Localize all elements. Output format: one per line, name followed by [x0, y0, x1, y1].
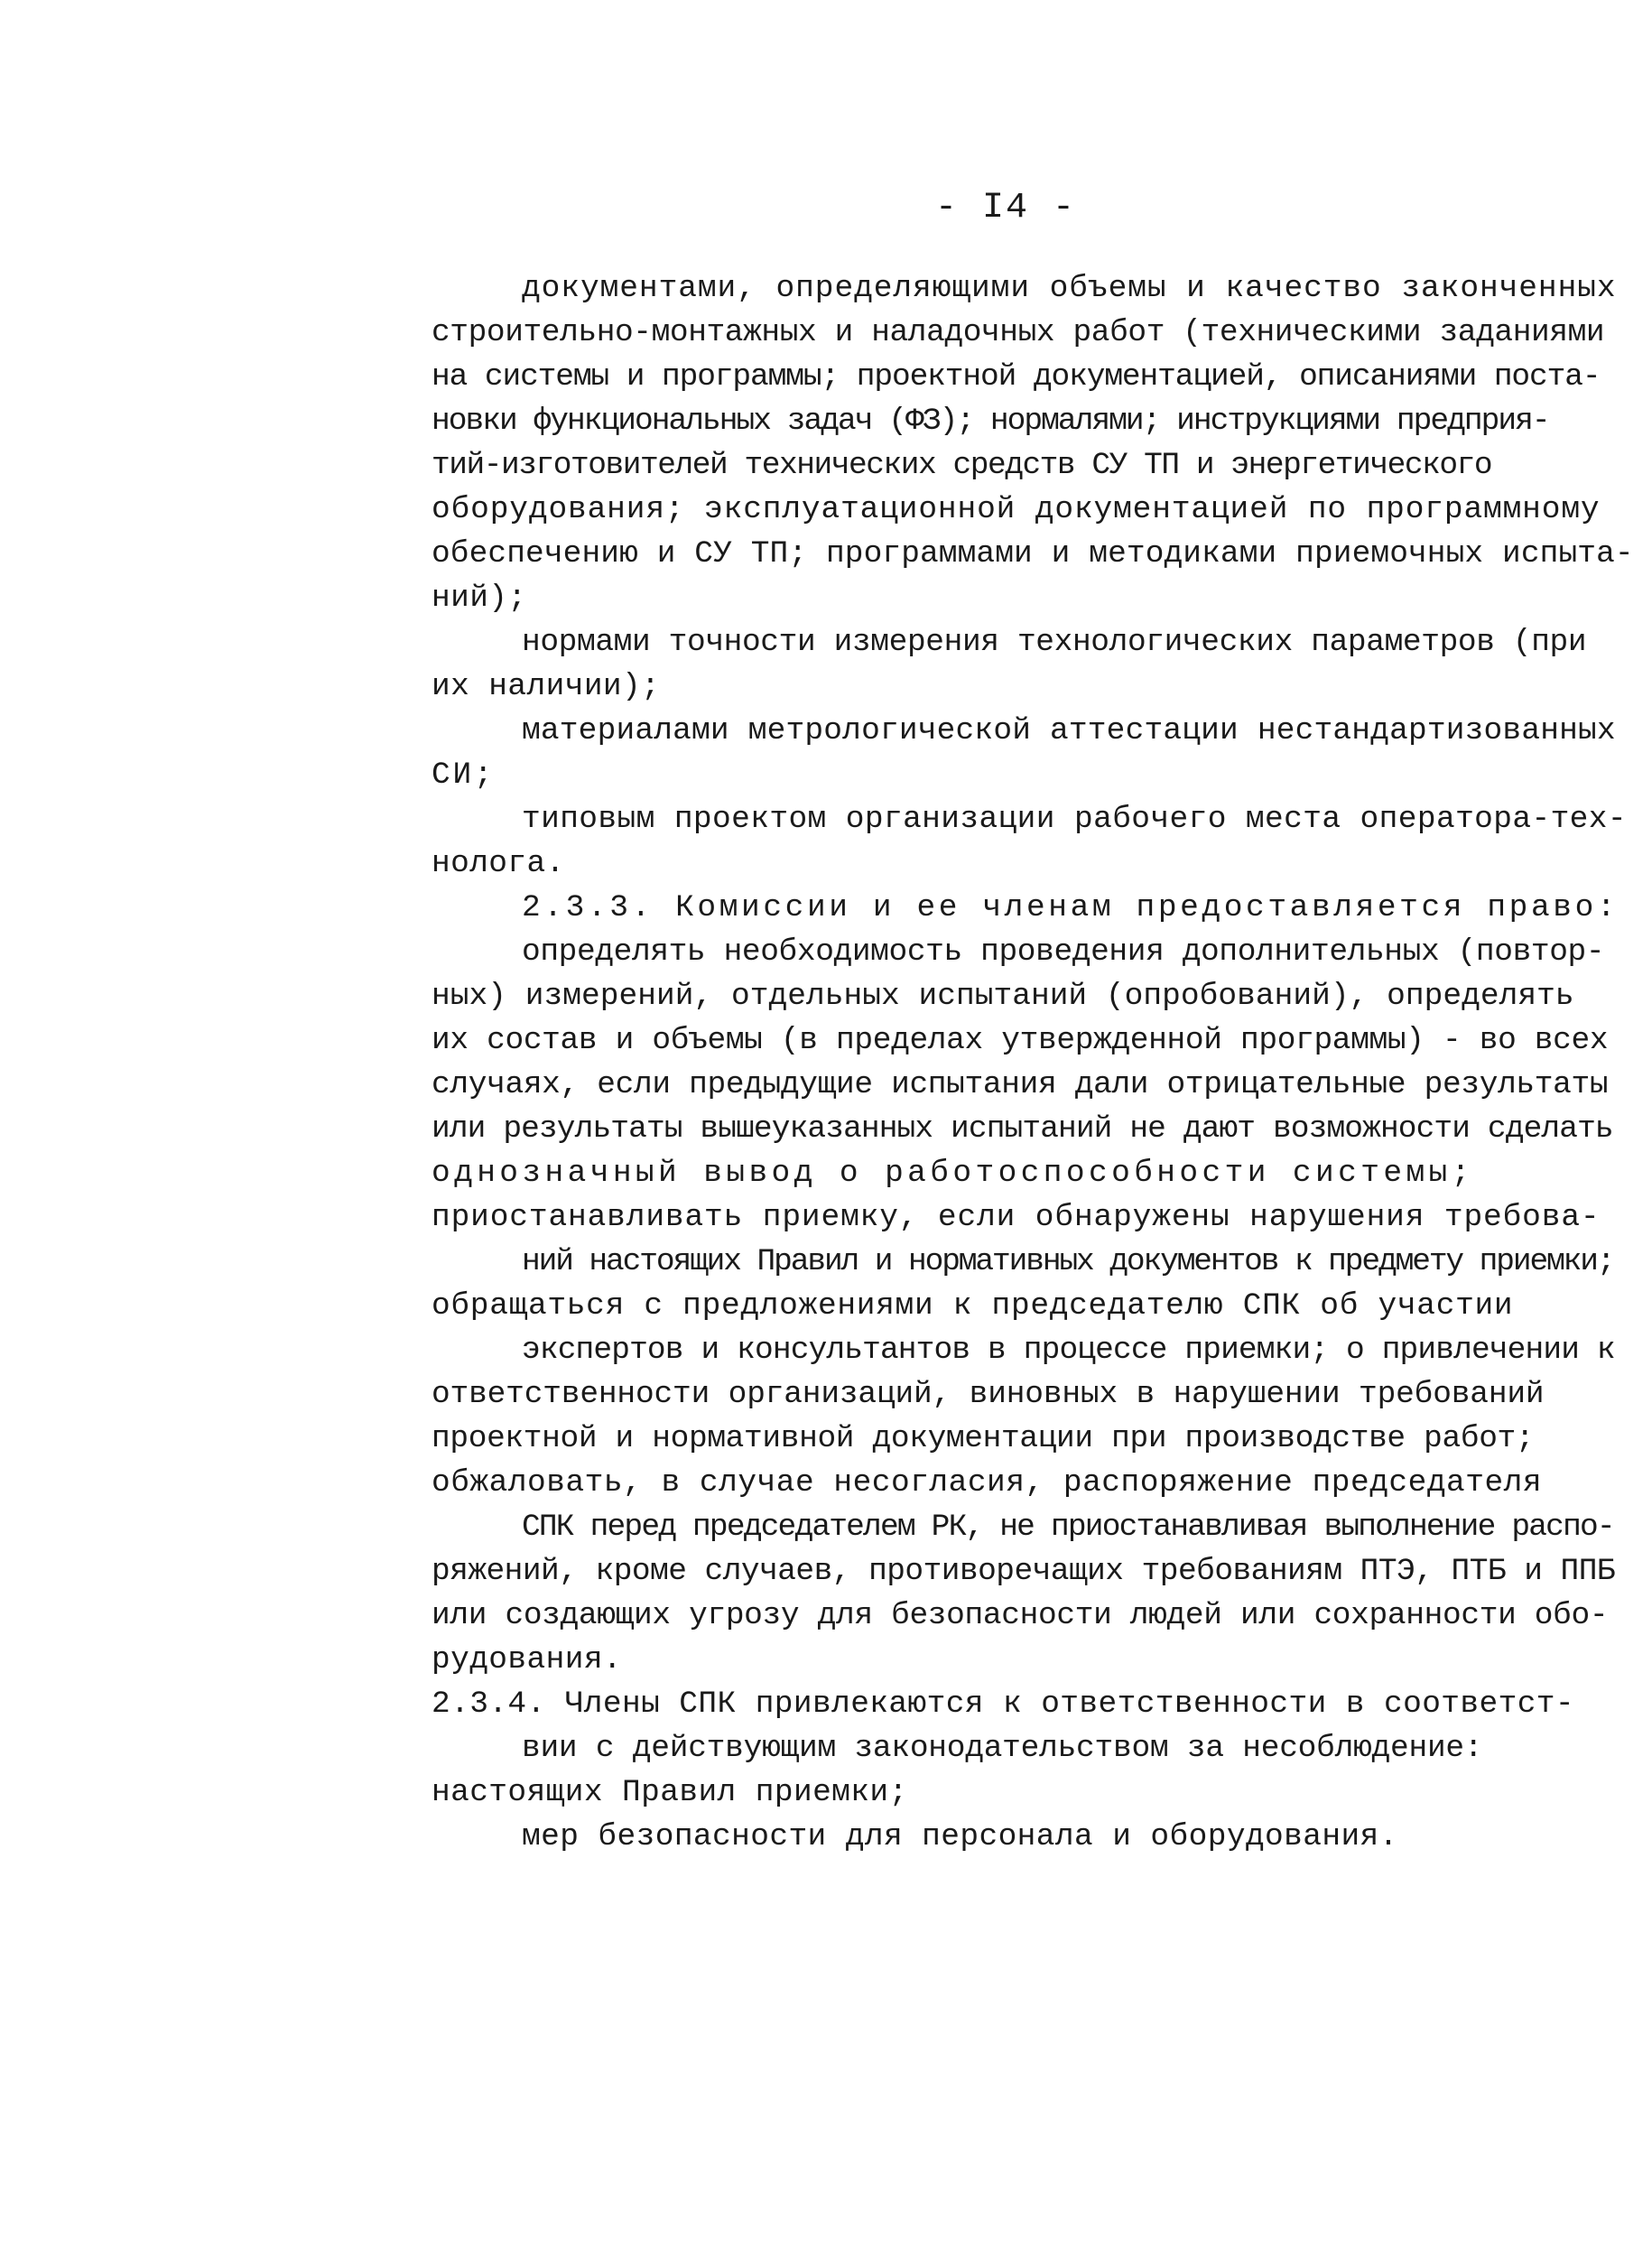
- text-line: строительно-монтажных и наладочных работ (техническими заданиями: [432, 315, 1605, 350]
- text-line: определять необходимость проведения дополнительных (повтор-: [522, 934, 1605, 970]
- text-line: их наличии);: [432, 669, 661, 704]
- text-line: обеспечению и СУ ТП; программами и методиками приемочных испыта-: [432, 536, 1634, 571]
- text-line: ний настоящих Правил и нормативных документов к предмету приемки;: [522, 1244, 1614, 1279]
- text-line: типовым проектом организации рабочего места оператора-тех-: [522, 802, 1627, 837]
- text-line: или создающих угрозу для безопасности людей или сохранности обо-: [432, 1598, 1609, 1633]
- text-line: проектной и нормативной документации при производстве работ;: [432, 1421, 1535, 1456]
- text-line: однозначный вывод о работоспособности системы;: [432, 1156, 1474, 1191]
- text-line: ний);: [432, 581, 527, 616]
- text-line: настоящих Правил приемки;: [432, 1775, 908, 1810]
- text-line: ряжений, кроме случаев, противоречащих требованиям ПТЭ, ПТБ и ППБ: [432, 1554, 1616, 1589]
- text-line: СПК перед председателем РК, не приостанавливая выполнение распо-: [522, 1510, 1614, 1545]
- text-line: обжаловать, в случае несогласия, распоряжение председателя: [432, 1465, 1543, 1501]
- text-line: мер безопасности для персонала и оборудования.: [522, 1819, 1398, 1854]
- text-line: на системы и программы; проектной документацией, описаниями поста-: [432, 359, 1601, 395]
- text-line: нолога.: [432, 846, 565, 881]
- text-line: документами, определяющими объемы и качество законченных: [522, 271, 1617, 306]
- text-line: экспертов и консультантов в процессе приемки; о привлечении к: [522, 1333, 1615, 1368]
- text-line: 2.3.3. Комиссии и ее членам предоставляется право:: [522, 890, 1620, 925]
- text-line: СИ;: [432, 757, 496, 793]
- text-line: оборудования; эксплуатационной документацией по программному: [432, 492, 1601, 527]
- text-line: нормами точности измерения технологических параметров (при: [522, 625, 1587, 660]
- text-line: новки функциональных задач (ФЗ); нормалями; инструкциями предприя-: [432, 404, 1549, 439]
- text-line: вии с действующим законодательством за несоблюдение:: [522, 1731, 1483, 1766]
- text-line: ных) измерений, отдельных испытаний (опробований), определять: [432, 979, 1574, 1014]
- text-line: рудования.: [432, 1642, 623, 1677]
- text-line: приостанавливать приемку, если обнаружены нарушения требова-: [432, 1200, 1601, 1235]
- text-line: или результаты вышеуказанных испытаний не дают возможности сделать: [432, 1111, 1613, 1147]
- text-line: ответственности организаций, виновных в нарушении требований: [432, 1377, 1545, 1412]
- text-line: случаях, если предыдущие испытания дали отрицательные результаты: [432, 1067, 1609, 1102]
- text-line: обращаться с предложениями к председателю СПК об участии: [432, 1288, 1514, 1324]
- text-line: их состав и объемы (в пределах утвержденной программы) - во всех: [432, 1023, 1609, 1058]
- page-number: - I4 -: [935, 188, 1077, 228]
- text-line: тий-изготовителей технических средств СУ ТП и энергетического: [432, 448, 1492, 483]
- text-line: 2.3.4. Члены СПК привлекаются к ответственности в соответст-: [432, 1687, 1574, 1722]
- text-line: материалами метрологической аттестации нестандартизованных: [522, 713, 1616, 748]
